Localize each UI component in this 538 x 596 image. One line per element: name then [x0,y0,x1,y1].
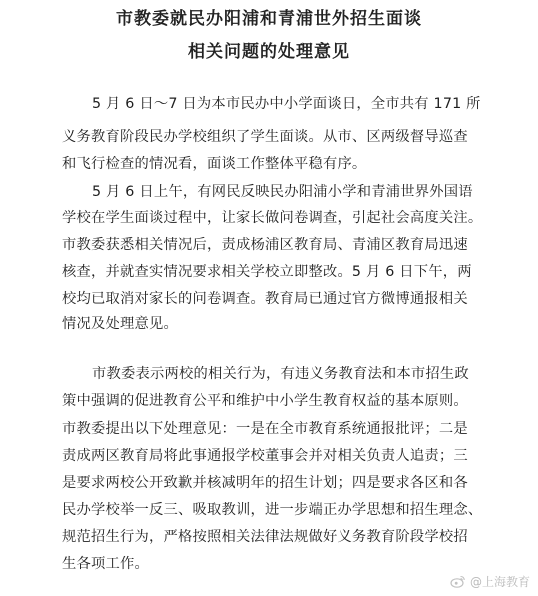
body-line: 责成两区教育局将此事通报学校董事会并对相关负责人追责；三 [62,448,468,464]
body-line: 5 月 6 日～7 日为本市民办中小学面谈日，全市共有 171 所 [92,96,481,112]
body-line: 生各项工作。 [62,556,149,572]
weibo-watermark [450,572,530,590]
body-line: 民办学校举一反三、吸取教训，进一步端正办学思想和招生理念、 [62,502,483,518]
body-line: 义务教育阶段民办学校组织了学生面谈。从市、区两级督导巡查 [62,129,468,145]
document-title-line-2: 相关问题的处理意见 [188,42,350,62]
body-line: 规范招生行为，严格按照相关法律法规做好义务教育阶段学校招 [62,529,468,545]
body-line: 市教委表示两校的相关行为，有违义务教育法和本市招生政 [92,366,469,382]
body-line: 核查，并就查实情况要求相关学校立即整改。5 月 6 日下午，两 [62,264,472,280]
document-title-line-1: 市教委就民办阳浦和青浦世外招生面谈 [116,9,422,29]
weibo-icon [450,574,466,588]
body-line: 学校在学生面谈过程中，让家长做问卷调查，引起社会高度关注。 [62,210,483,226]
body-line: 是要求两校公开致歉并核减明年的招生计划；四是要求各区和各 [62,475,468,491]
watermark-text: @上海教育 [469,574,530,589]
body-line: 市教委获悉相关情况后，责成杨浦区教育局、青浦区教育局迅速 [62,237,468,253]
body-line: 5 月 6 日上午，有网民反映民办阳浦小学和青浦世界外国语 [92,184,473,200]
body-line: 市教委提出以下处理意见：一是在全市教育系统通报批评；二是 [62,421,468,437]
body-line: 情况及处理意见。 [62,316,178,332]
body-line: 策中强调的促进教育公平和维护中小学生教育权益的基本原则。 [62,393,468,409]
body-line: 和飞行检查的情况看，面谈工作整体平稳有序。 [62,156,367,172]
body-line: 校均已取消对家长的问卷调查。教育局已通过官方微博通报相关 [62,291,468,307]
